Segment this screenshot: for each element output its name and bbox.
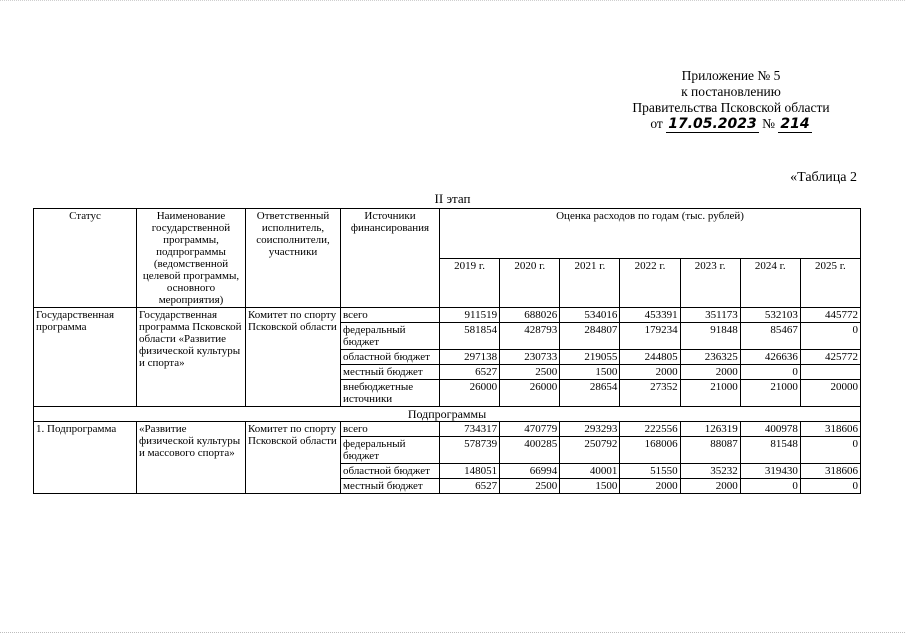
- value-cell: 0: [740, 479, 800, 494]
- scan-artifact-bottom: [0, 632, 905, 637]
- value-cell: 26000: [440, 380, 500, 407]
- value-cell: 2000: [620, 479, 680, 494]
- header-year: 2024 г.: [740, 258, 800, 308]
- table-row: [34, 308, 861, 323]
- value-cell: 230733: [500, 350, 560, 365]
- value-cell: 426636: [740, 350, 800, 365]
- source-cell: местный бюджет: [341, 479, 440, 494]
- header-name: Наименование государственной программы, подпрограммы (ведомственной целевой программы, основного мероприятия): [137, 209, 246, 308]
- value-cell: 2000: [620, 365, 680, 380]
- table-label: «Таблица 2: [790, 170, 857, 185]
- value-cell: 2000: [680, 365, 740, 380]
- value-cell: 179234: [620, 323, 680, 350]
- value-cell: 319430: [740, 464, 800, 479]
- number-prefix: №: [762, 116, 776, 131]
- value-cell: 0: [800, 479, 860, 494]
- value-cell: 297138: [440, 350, 500, 365]
- header-status: Статус: [34, 209, 137, 308]
- value-cell: 51550: [620, 464, 680, 479]
- value-cell: 2500: [500, 365, 560, 380]
- value-cell: 236325: [680, 350, 740, 365]
- source-cell: внебюджетные источники: [341, 380, 440, 407]
- value-cell: 470779: [500, 422, 560, 437]
- value-cell: 219055: [560, 350, 620, 365]
- section-row: [34, 407, 861, 422]
- value-cell: 148051: [440, 464, 500, 479]
- value-cell: 1500: [560, 479, 620, 494]
- source-cell: местный бюджет: [341, 365, 440, 380]
- value-cell: 35232: [680, 464, 740, 479]
- value-cell: 425772: [800, 350, 860, 365]
- value-cell: 284807: [560, 323, 620, 350]
- value-cell: 293293: [560, 422, 620, 437]
- source-cell: областной бюджет: [341, 350, 440, 365]
- value-cell: 0: [800, 437, 860, 464]
- decree-date: 17.05.2023: [668, 116, 757, 132]
- table-header-row: [34, 209, 861, 259]
- header-year: 2025 г.: [800, 258, 860, 308]
- header-year: 2019 г.: [440, 258, 500, 308]
- value-cell: 66994: [500, 464, 560, 479]
- value-cell: 88087: [680, 437, 740, 464]
- value-cell: 27352: [620, 380, 680, 407]
- value-cell: 26000: [500, 380, 560, 407]
- value-cell: 0: [740, 365, 800, 380]
- value-cell: 0: [800, 323, 860, 350]
- header-year: 2022 г.: [620, 258, 680, 308]
- value-cell: 532103: [740, 308, 800, 323]
- value-cell: 85467: [740, 323, 800, 350]
- value-cell: 20000: [800, 380, 860, 407]
- header-year: 2020 г.: [500, 258, 560, 308]
- expenses-table: [33, 208, 861, 494]
- table-row: [34, 422, 861, 437]
- source-cell: федеральный бюджет: [341, 323, 440, 350]
- header-estimate: Оценка расходов по годам (тыс. рублей): [440, 209, 861, 259]
- value-cell: 734317: [440, 422, 500, 437]
- value-cell: 250792: [560, 437, 620, 464]
- header-sources: Источники финансирования: [341, 209, 440, 308]
- value-cell: 91848: [680, 323, 740, 350]
- program-responsible: Комитет по спорту Псковской области: [246, 308, 341, 407]
- value-cell: 6527: [440, 479, 500, 494]
- value-cell: [800, 365, 860, 380]
- value-cell: 578739: [440, 437, 500, 464]
- subprogram-status: 1. Подпрограмма: [34, 422, 137, 494]
- value-cell: 400285: [500, 437, 560, 464]
- stage-title: II этап: [434, 191, 471, 206]
- value-cell: 21000: [680, 380, 740, 407]
- header-responsible: Ответственный исполнитель, соисполнители, участники: [246, 209, 341, 308]
- source-cell: всего: [341, 422, 440, 437]
- scan-artifact-top: [0, 0, 905, 5]
- value-cell: 911519: [440, 308, 500, 323]
- value-cell: 581854: [440, 323, 500, 350]
- document-header: [611, 68, 851, 133]
- header-year: 2023 г.: [680, 258, 740, 308]
- value-cell: 1500: [560, 365, 620, 380]
- value-cell: 445772: [800, 308, 860, 323]
- value-cell: 40001: [560, 464, 620, 479]
- source-cell: федеральный бюджет: [341, 437, 440, 464]
- value-cell: 428793: [500, 323, 560, 350]
- appendix-title: Приложение № 5: [681, 68, 781, 83]
- value-cell: 222556: [620, 422, 680, 437]
- value-cell: 21000: [740, 380, 800, 407]
- subprogram-name: «Развитие физической культуры и массового спорта»: [137, 422, 246, 494]
- value-cell: 81548: [740, 437, 800, 464]
- issuer: Правительства Псковской области: [632, 100, 830, 115]
- subprogram-responsible: Комитет по спорту Псковской области: [246, 422, 341, 494]
- value-cell: 534016: [560, 308, 620, 323]
- value-cell: 6527: [440, 365, 500, 380]
- value-cell: 2000: [680, 479, 740, 494]
- value-cell: 351173: [680, 308, 740, 323]
- date-prefix: от: [650, 116, 663, 131]
- value-cell: 453391: [620, 308, 680, 323]
- value-cell: 2500: [500, 479, 560, 494]
- decree-date-line: [611, 116, 851, 133]
- source-cell: всего: [341, 308, 440, 323]
- value-cell: 126319: [680, 422, 740, 437]
- program-status: Государственная программа: [34, 308, 137, 407]
- value-cell: 318606: [800, 464, 860, 479]
- value-cell: 688026: [500, 308, 560, 323]
- value-cell: 318606: [800, 422, 860, 437]
- value-cell: 400978: [740, 422, 800, 437]
- section-title: Подпрограммы: [34, 407, 861, 422]
- program-name: Государственная программа Псковской области «Развитие физической культуры и спорта»: [137, 308, 246, 407]
- header-year: 2021 г.: [560, 258, 620, 308]
- source-cell: областной бюджет: [341, 464, 440, 479]
- appendix-subtitle: к постановлению: [681, 84, 781, 99]
- value-cell: 244805: [620, 350, 680, 365]
- value-cell: 168006: [620, 437, 680, 464]
- value-cell: 28654: [560, 380, 620, 407]
- decree-number: 214: [780, 116, 810, 132]
